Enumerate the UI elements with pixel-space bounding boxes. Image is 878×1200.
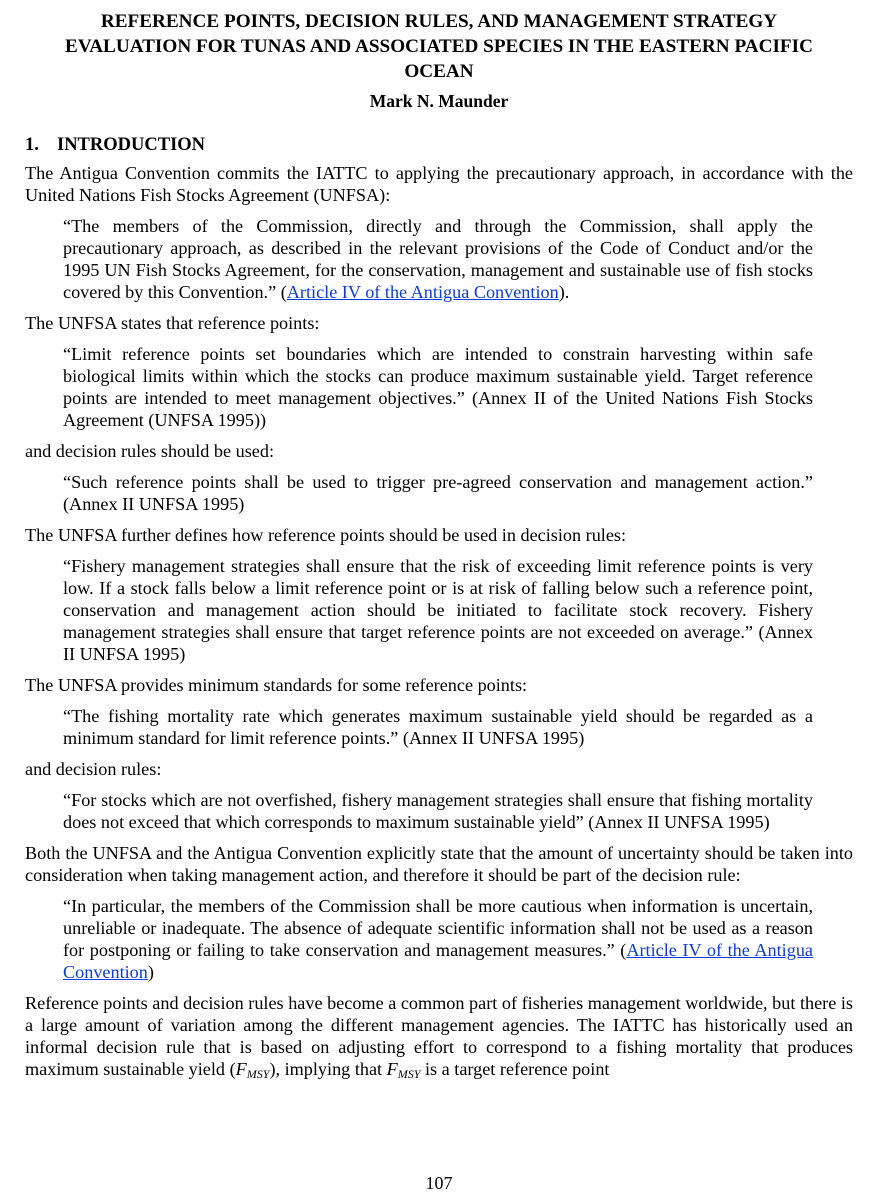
quote-1-text: “The members of the Commission, directly and through the Commission, shall apply the precautionary approach, as described in the relevant provisions of the Code of Conduct and/or the 1995 UN Fish Stocks Agreement, for the conservation, management and sustainable use of fish stocks covered by this Convention.” ( xyxy=(63,216,813,302)
document-author: Mark N. Maunder xyxy=(369,91,509,111)
paragraph-5: The UNFSA provides minimum standards for some reference points: xyxy=(25,675,528,695)
quote-7-text: “In particular, the members of the Commission shall be more cautious when information is uncertain, unreliable or inadequate. The absence of adequate scientific information shall not be used as a reason for postponing or failing to take conservation and management measures.” ( xyxy=(63,896,813,960)
fmsy-symbol-1 xyxy=(236,1059,270,1079)
section-number: 1. xyxy=(25,135,39,155)
paragraph-3: and decision rules should be used: xyxy=(25,441,275,461)
quote-3: “Such reference points shall be used to trigger pre-agreed conservation and management action.” (Annex II UNFSA 1995) xyxy=(63,472,813,514)
fmsy-symbol-2 xyxy=(387,1059,421,1079)
section-title: INTRODUCTION xyxy=(57,135,206,155)
msy-subscript-1: MSY xyxy=(246,1067,270,1081)
paragraph-6: and decision rules: xyxy=(25,759,162,779)
document-title: REFERENCE POINTS, DECISION RULES, AND MANAGEMENT STRATEGY EVALUATION FOR TUNAS AND ASSOCIATED SPECIES IN THE EASTERN PACIFIC OCEAN xyxy=(65,11,813,82)
paragraph-8 xyxy=(25,992,853,1085)
paragraph-2: The UNFSA states that reference points: xyxy=(25,313,320,333)
section-heading xyxy=(25,134,853,156)
paragraph-8-text-b: ), implying that xyxy=(269,1059,387,1079)
paragraph-4: The UNFSA further defines how reference points should be used in decision rules: xyxy=(25,525,627,545)
quote-5: “The fishing mortality rate which generates maximum sustainable yield should be regarded as a minimum standard for limit reference points.” (Annex II UNFSA 1995) xyxy=(63,706,813,748)
f-letter-1: F xyxy=(235,1059,247,1079)
msy-subscript-2: MSY xyxy=(397,1067,421,1081)
antigua-convention-link-1[interactable]: Article IV of the Antigua Convention xyxy=(286,282,559,302)
quote-2: “Limit reference points set boundaries which are intended to constrain harvesting within safe biological limits within which the stocks can produce maximum sustainable yield. Target reference points are intended to meet management objectives.” (Annex II of the United Nations Fish Stocks Agreement (UNFSA 1995)) xyxy=(63,344,813,430)
paragraph-8-text-c: is a target reference point xyxy=(420,1059,610,1079)
quote-4: “Fishery management strategies shall ensure that the risk of exceeding limit reference points is very low. If a stock falls below a limit reference point or is at risk of falling below such a reference point, conservation and management action should be initiated to facilitate stock recovery. Fishery management strategies shall ensure that target reference points are not exceeded on average.” (Annex II UNFSA 1995) xyxy=(63,556,813,664)
antigua-convention-link-2[interactable]: Article IV of the Antigua Convention xyxy=(63,940,813,982)
page-number: 107 xyxy=(425,1173,453,1193)
paragraph-7: Both the UNFSA and the Antigua Convention explicitly state that the amount of uncertainty should be taken into consideration when taking management action, and therefore it should be part of the decision rule: xyxy=(25,843,853,885)
quote-7-end: ) xyxy=(147,962,154,982)
quote-1-end: ). xyxy=(558,282,570,302)
paragraph-1: The Antigua Convention commits the IATTC to applying the precautionary approach, in accordance with the United Nations Fish Stocks Agreement (UNFSA): xyxy=(25,163,853,205)
f-letter-2: F xyxy=(386,1059,398,1079)
quote-6: “For stocks which are not overfished, fishery management strategies shall ensure that fishing mortality does not exceed that which corresponds to maximum sustainable yield” (Annex II UNFSA 1995) xyxy=(63,790,813,832)
quote-1 xyxy=(63,215,813,303)
document-page xyxy=(25,9,853,1085)
paragraph-8-text-a: Reference points and decision rules have become a common part of fisheries management worldwide, but there is a large amount of variation among the different management agencies. The IATTC has historically used an informal decision rule that is based on adjusting effort to correspond to a fishing mortality that produces maximum sustainable yield ( xyxy=(25,993,853,1079)
quote-7 xyxy=(63,895,813,983)
